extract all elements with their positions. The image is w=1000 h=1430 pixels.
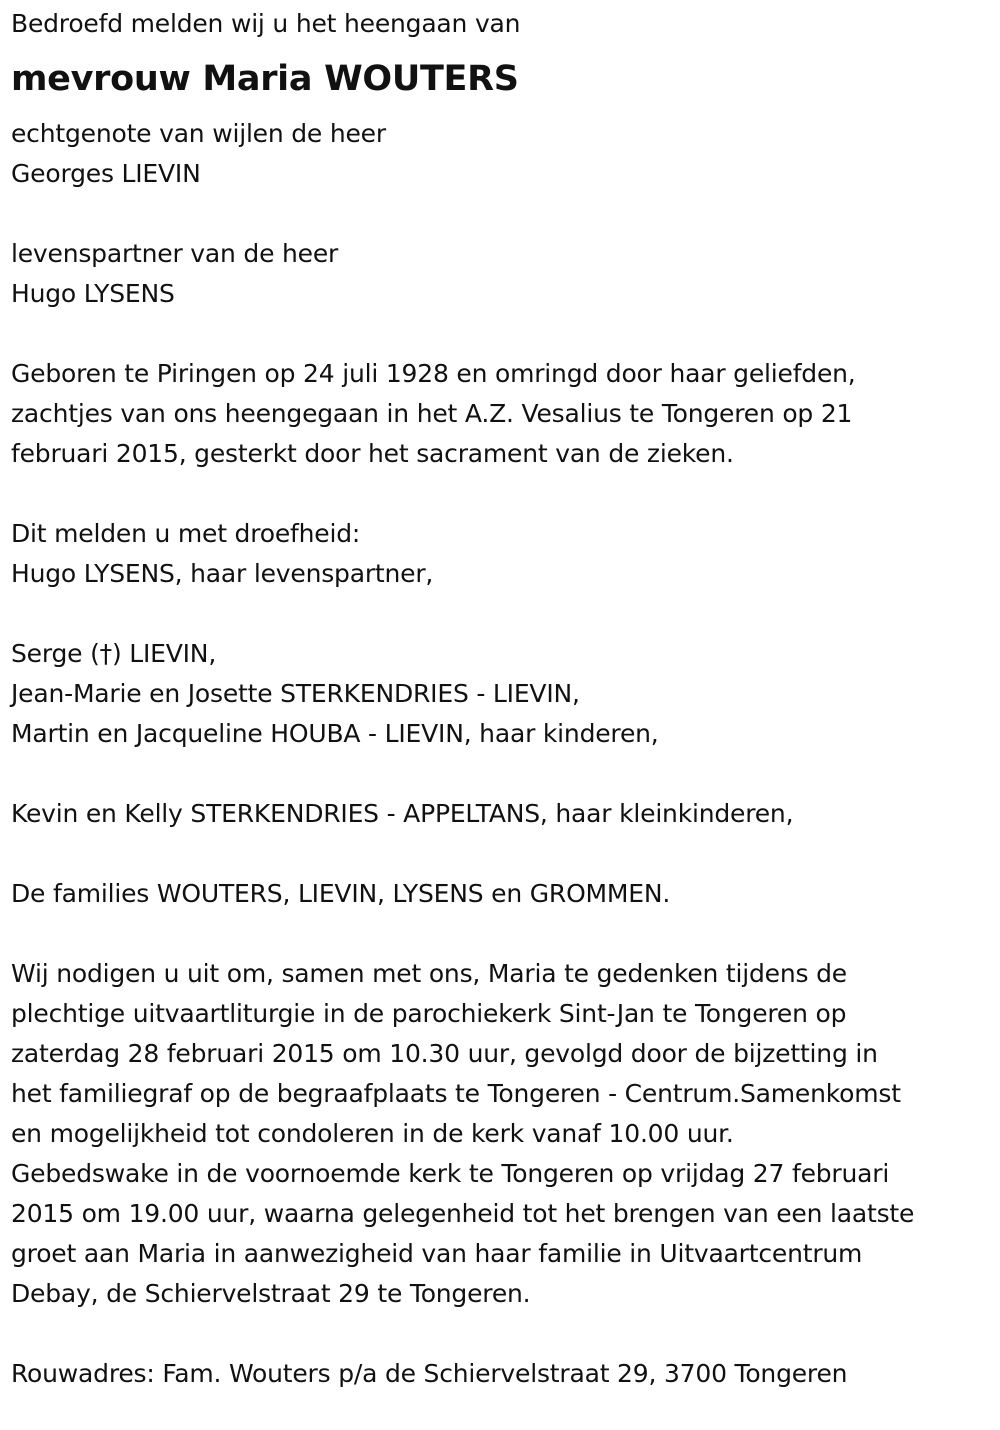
partner-section [11,234,996,314]
birth-death-line: februari 2015, gesterkt door het sacrament van de zieken. [11,439,734,468]
children-section [11,634,996,754]
partner-line: levenspartner van de heer [11,239,339,268]
intro-text: Bedroefd melden wij u het heengaan van [11,9,521,38]
children-line: Martin en Jacqueline HOUBA - LIEVIN, haar kinderen, [11,719,659,748]
birth-death-line: Geboren te Piringen op 24 juli 1928 en omringd door haar geliefden, [11,359,856,388]
spacer [11,194,996,234]
ceremony-line: groet aan Maria in aanwezigheid van haar familie in Uitvaartcentrum [11,1239,863,1268]
announcers-section [11,514,996,594]
birth-death-section [11,354,996,474]
announcers-line: Hugo LYSENS, haar levenspartner, [11,559,434,588]
ceremony-line: het familiegraf op de begraafplaats te Tongeren - Centrum.Samenkomst [11,1079,901,1108]
address-line: Rouwadres: Fam. Wouters p/a de Schiervelstraat 29, 3700 Tongeren [11,1359,848,1388]
spouse-section [11,114,996,194]
spacer [11,474,996,514]
spacer [11,834,996,874]
children-line: Jean-Marie en Josette STERKENDRIES - LIEVIN, [11,679,580,708]
ceremony-line: zaterdag 28 februari 2015 om 10.30 uur, gevolgd door de bijzetting in [11,1039,878,1068]
ceremony-line: plechtige uitvaartliturgie in de parochiekerk Sint-Jan te Tongeren op [11,999,847,1028]
grandchildren-line: Kevin en Kelly STERKENDRIES - APPELTANS, haar kleinkinderen, [11,799,794,828]
deceased-name: mevrouw Maria WOUTERS [11,59,519,99]
ceremony-line: en mogelijkheid tot condoleren in de kerk vanaf 10.00 uur. [11,1119,734,1148]
spacer [11,594,996,634]
children-line: Serge (†) LIEVIN, [11,639,217,668]
ceremony-line: 2015 om 19.00 uur, waarna gelegenheid tot het brengen van een laatste [11,1199,915,1228]
spacer [11,914,996,954]
ceremony-section [11,954,996,1314]
spouse-line: echtgenote van wijlen de heer [11,119,386,148]
partner-line: Hugo LYSENS [11,279,175,308]
announcers-line: Dit melden u met droefheid: [11,519,361,548]
families-line: De families WOUTERS, LIEVIN, LYSENS en GROMMEN. [11,879,671,908]
obituary-notice [11,4,996,1394]
ceremony-line: Gebedswake in de voornoemde kerk te Tongeren op vrijdag 27 februari [11,1159,890,1188]
ceremony-line: Debay, de Schiervelstraat 29 te Tongeren. [11,1279,531,1308]
birth-death-line: zachtjes van ons heengegaan in het A.Z. Vesalius te Tongeren op 21 [11,399,853,428]
spouse-line: Georges LIEVIN [11,159,201,188]
ceremony-line: Wij nodigen u uit om, samen met ons, Maria te gedenken tijdens de [11,959,847,988]
spacer [11,754,996,794]
spacer [11,1314,996,1354]
spacer [11,314,996,354]
